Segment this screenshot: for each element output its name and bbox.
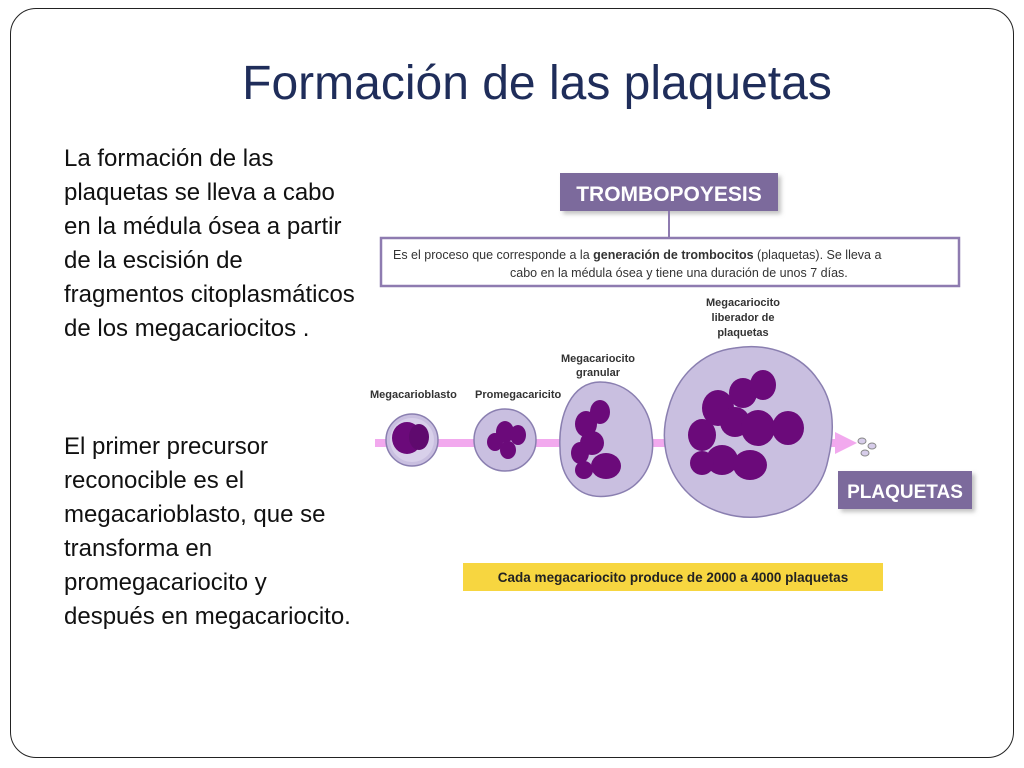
slide-title: Formación de las plaquetas xyxy=(242,57,832,110)
label-granular-2: granular xyxy=(575,367,621,379)
promegacariocito-cell xyxy=(474,409,536,471)
header-text: TROMBOPOYESIS xyxy=(576,183,762,206)
megacariocito-liberador-cell xyxy=(664,347,832,518)
label-liberador-1: Megacariocito xyxy=(706,297,780,309)
released-platelets xyxy=(858,438,876,456)
definition-line-2: cabo en la médula ósea y tiene una duración de unos 7 días. xyxy=(510,266,848,280)
paragraph-precursor: El primer precursor reconocible es el megacarioblasto, que se transforma en promegacariocito y después en megacariocito. xyxy=(64,433,351,630)
trombopoyesis-header xyxy=(560,173,778,211)
label-liberador-3: plaquetas xyxy=(717,327,769,339)
megacariocito-granular-cell xyxy=(560,382,653,496)
paragraph-formation: La formación de las plaquetas se lleva a cabo en la médula ósea a partir de la escisión de fragmentos citoplasmáticos de los megacariocitos . xyxy=(64,145,355,342)
label-granular-1: Megacariocito xyxy=(561,353,635,365)
megacarioblasto-cell xyxy=(386,414,438,466)
production-note-text: Cada megacariocito produce de 2000 a 4000 plaquetas xyxy=(497,570,849,585)
plaquetas-box xyxy=(838,471,972,509)
definition-line-1: Es el proceso que corresponde a la generación de trombocitos (plaquetas). Se lleva a xyxy=(393,248,882,262)
trombopoyesis-diagram xyxy=(360,160,980,610)
label-liberador-2: liberador de xyxy=(711,312,775,324)
definition-box xyxy=(381,238,959,286)
production-note xyxy=(463,563,883,591)
label-megacarioblasto: Megacarioblasto xyxy=(370,389,457,401)
plaquetas-label: PLAQUETAS xyxy=(847,482,963,503)
label-promegacariocito: Promegacaricito xyxy=(475,389,562,401)
